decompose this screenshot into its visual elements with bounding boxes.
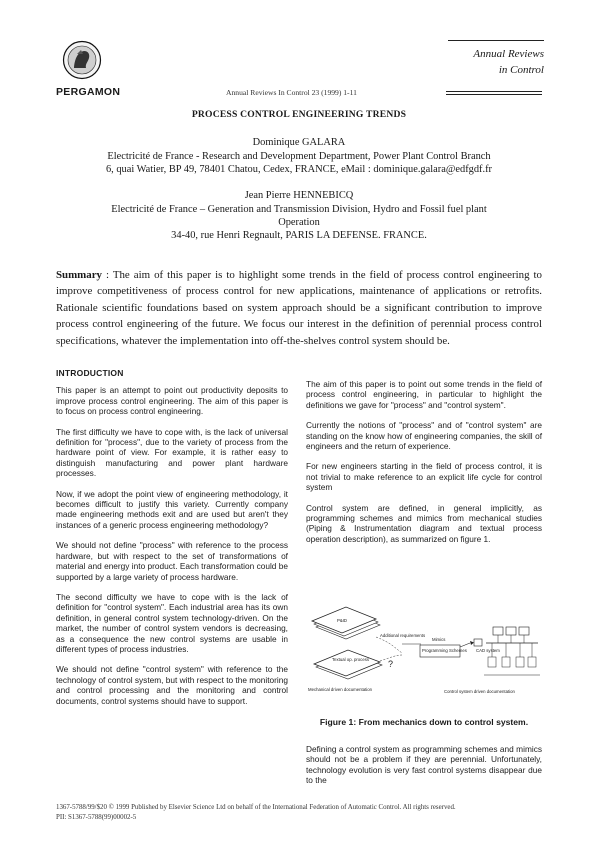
figure-1-diagram	[306, 597, 542, 713]
cad-label: CAD system	[476, 648, 500, 653]
summary-label: Summary	[56, 269, 102, 281]
paragraph: The first difficulty we have to cope with, is the lack of universal definition for "process", due to the variety of process from the hardware point of view. For example, it is rather easy to distinguish manufacturing and power plant hardware processes.	[56, 426, 288, 479]
pid-document-stack	[312, 607, 380, 639]
masthead-rule-bottom-2	[446, 94, 542, 95]
paragraph: The aim of this paper is to point out some trends in the field of process control engineering, in particular to highlight the definitions we gave for "process" and "control system".	[306, 379, 542, 410]
figure-1-caption: Figure 1: From mechanics down to control system.	[319, 717, 529, 727]
journal-name-line1: Annual Reviews	[473, 48, 544, 60]
paragraph: We should not define "control system" with reference to the technology of control system, but with respect to the monitoring and control processing and the monitoring and control documents, control systems should have to support.	[56, 664, 288, 706]
left-column	[56, 368, 288, 706]
paragraph: We should not define "process" with reference to the process hardware, but with respect to the set of transformations of material and energy into product. Each transformation could be supported by a large variety of process hardware.	[56, 540, 288, 582]
author-affiliation: Electricité de France – Generation and Transmission Division, Hydro and Fossil fuel plant	[111, 204, 487, 215]
summary-text: : The aim of this paper is to highlight some trends in the field of process control engineering to improve competitiveness of process control for new applications, maintenance of applications or retrofits. Rationale scientific foundations based on system approach should be a significant contribution to improve process control engineering of the future. We focus our interest in the definition of perennial process control specifications, whatever the implementation into off-the-shelves control system should be.	[56, 269, 542, 347]
paragraph: Currently the notions of "process" and of "control system" are standing on the know how of engineering companies, the skill of engineers and the return of experience.	[306, 420, 542, 452]
author-name: Jean Pierre HENNEBICQ	[244, 190, 354, 201]
paragraph: Now, if we adopt the point view of engineering methodology, it becomes difficult to justify this variety. Currently company made engineering methods exit and are used but aren't they instances of a generic process engineering methodology?	[56, 488, 288, 530]
author-affiliation: 6, quai Watier, BP 49, 78401 Chatou, Cedex, FRANCE, eMail : dominique.galara@edfgdf.fr	[105, 164, 493, 175]
pergamon-logo	[62, 40, 102, 80]
journal-name-line2: in Control	[498, 64, 544, 76]
control-system-docs-label: Control system driven documentation	[444, 689, 515, 694]
journal-masthead	[448, 40, 544, 82]
mimics-label: Mimics	[432, 637, 446, 642]
copyright-footer	[56, 803, 542, 823]
journal-reference: Annual Reviews In Control 23 (1999) 1-11	[226, 88, 357, 97]
textual-document-stack	[314, 650, 382, 679]
summary	[56, 267, 542, 349]
pid-label: P&ID	[337, 618, 348, 623]
masthead-rule-bottom	[446, 91, 542, 92]
mechanical-docs-label: Mechanical driven documentation	[308, 687, 373, 692]
pergamon-emblem-icon	[62, 40, 102, 80]
pii-line: PII: S1367-5788(99)00002-5	[56, 814, 137, 821]
paragraph: Defining a control system as programming schemes and mimics should not be a problem if they are perennial. Unfortunately, technology evolution is very fast control systems disappear due to the	[306, 744, 542, 786]
question-mark: ?	[388, 659, 394, 669]
paragraph: This paper is an attempt to point out productivity deposits to improve process control engineering. The aim of this paper is to focus on process control engineering.	[56, 385, 288, 417]
paragraph: The second difficulty we have to cope with is the lack of definition for "control system". Each industrial area has its own definition, in general control system technology-driven. On the market, the number of control system vendors is decreasing, as a consequence the new control systems are usable in different types of process industries.	[56, 591, 288, 654]
publisher-name: PERGAMON	[56, 86, 121, 98]
figure-1	[306, 597, 542, 713]
author-name: Dominique GALARA	[252, 137, 346, 148]
author-affiliation: 34-40, rue Henri Regnault, PARIS LA DEFENSE. FRANCE.	[171, 230, 427, 241]
paragraph: For new engineers starting in the field of process control, it is not trivial to make reference to an explicit life cycle for control system	[306, 461, 542, 493]
copyright-line: 1367-5788/99/$20 © 1999 Published by Elsevier Science Ltd on behalf of the International Federation of Automatic Control. All rights reserved.	[56, 804, 456, 811]
programming-schemes-label: Programming Schemes	[422, 648, 467, 653]
author-affiliation: Operation	[278, 217, 320, 228]
cad-system-block	[474, 639, 500, 653]
paragraph: Control system are defined, in general implicitly, as programming schemes and mimics from mechanical studies (Piping & Instrumentation diagram and textual process operation description), as summarized on figure 1.	[306, 502, 542, 544]
textual-label: Textual op. process	[332, 657, 370, 662]
paper-title: PROCESS CONTROL ENGINEERING TRENDS	[191, 109, 407, 120]
author-affiliation: Electricité de France - Research and Development Department, Power Plant Control Branch	[107, 151, 491, 162]
right-column	[306, 379, 542, 544]
additional-requirements-label: Additional requirements	[380, 633, 426, 638]
journal-name	[448, 41, 544, 82]
section-heading: INTRODUCTION	[56, 368, 124, 378]
